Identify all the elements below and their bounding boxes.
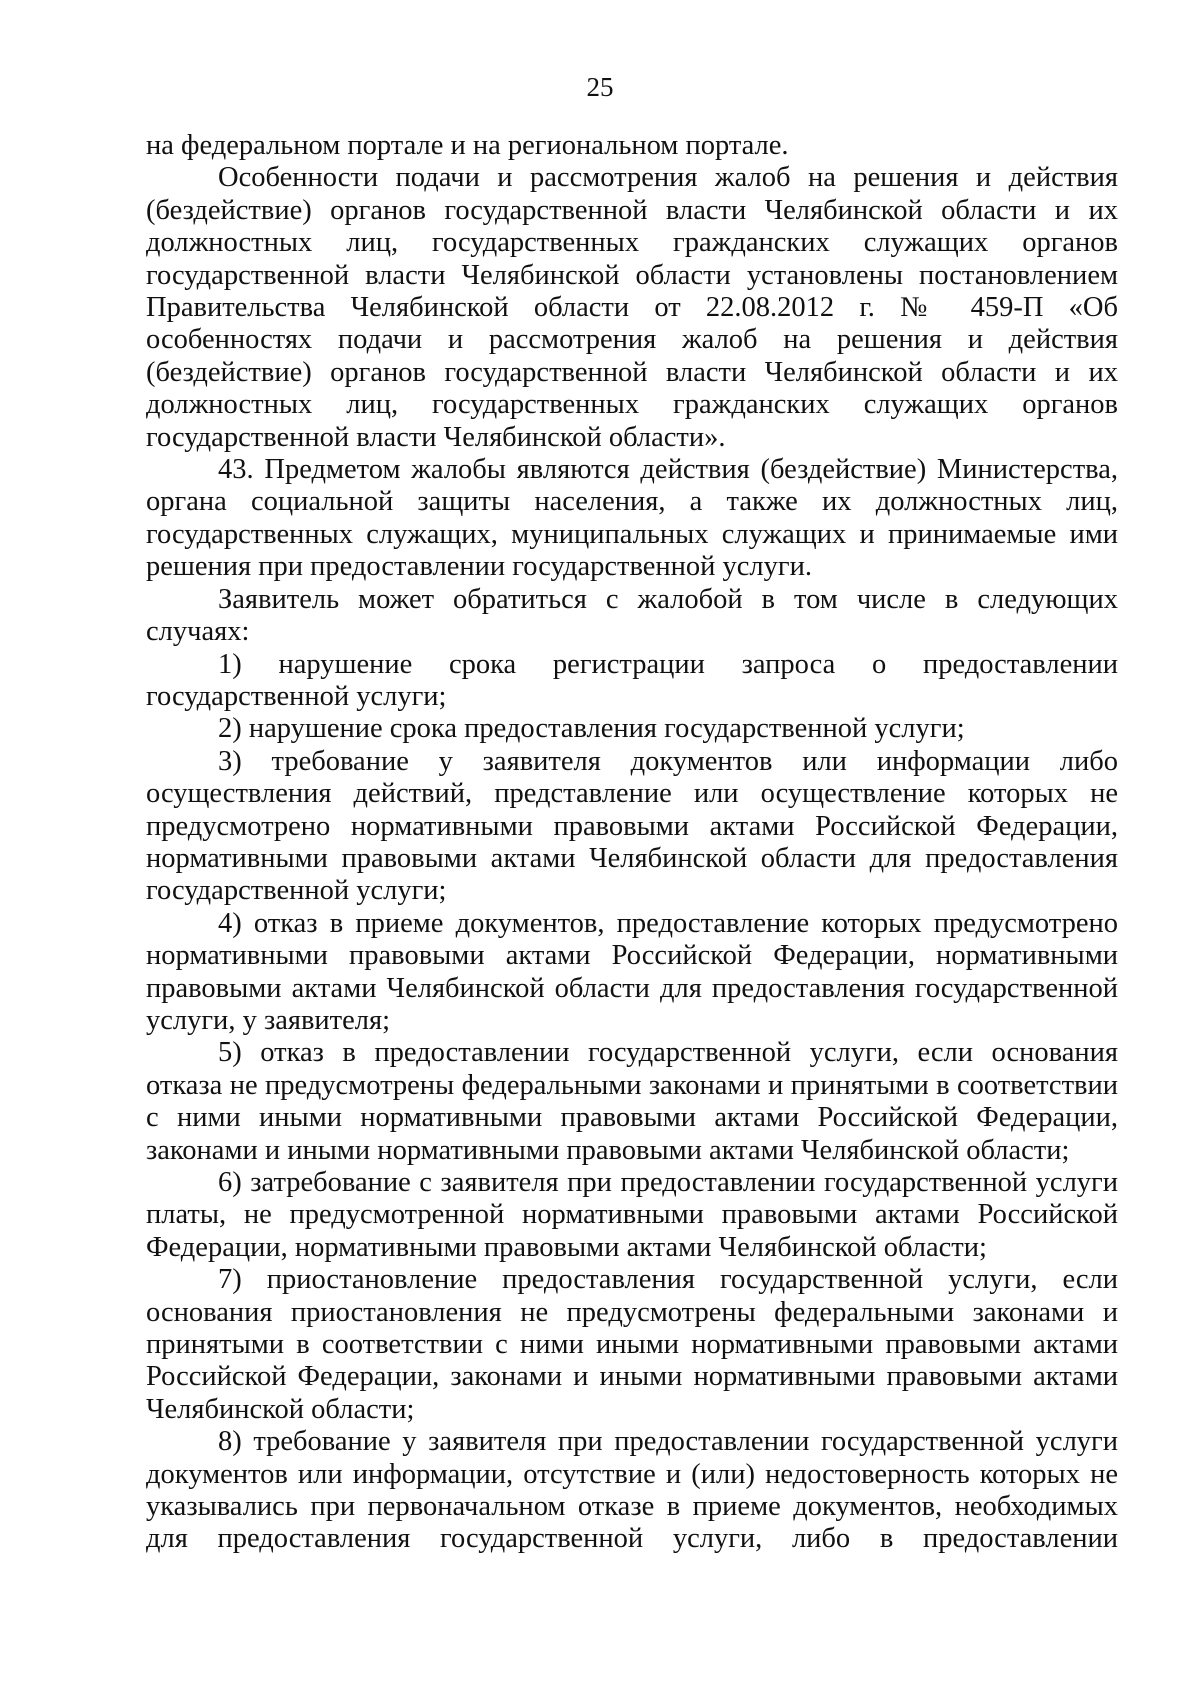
list-item-8: 8) требование у заявителя при предоставлении государственной услуги документов или информации, отсутствие и (или) недостоверность которых не указывались при первоначальном отказе в приеме документов, необходимых для предоставления государственной услуги, либо в предоставлении — [146, 1426, 1118, 1555]
paragraph-43-complaint-subject: 43. Предметом жалобы являются действия (бездействие) Министерства, органа социальной защиты населения, а также их должностных лиц, государственных служащих, муниципальных служащих и принимаемые ими решения при предоставлении государственной услуги. — [146, 454, 1118, 583]
page-number: 25 — [586, 72, 614, 102]
list-item-5: 5) отказ в предоставлении государственной услуги, если основания отказа не предусмотрены федеральными законами и принятыми в соответствии с ними иными нормативными правовыми актами Российской Федерации, законами и иными нормативными правовыми актами Челябинской области; — [146, 1037, 1118, 1166]
list-item-1: 1) нарушение срока регистрации запроса о предоставлении государственной услуги; — [146, 648, 1118, 712]
list-item-3: 3) требование у заявителя документов или информации либо осуществления действий, представление или осуществление которых не предусмотрено нормативными правовыми актами Российской Федерации, нормативными правовыми актами Челябинской области для предоставления государственной услуги; — [146, 745, 1118, 907]
list-item-4: 4) отказ в приеме документов, предоставление которых предусмотрено нормативными правовыми актами Российской Федерации, нормативными правовыми актами Челябинской области для предоставления государственной услуги, у заявителя; — [146, 907, 1118, 1036]
paragraph-continuation: на федеральном портале и на региональном портале. — [146, 130, 789, 161]
list-item-6: 6) затребование с заявителя при предоставлении государственной услуги платы, не предусмотренной нормативными правовыми актами Российской Федерации, нормативными правовыми актами Челябинской области; — [146, 1167, 1118, 1263]
document-body — [146, 130, 1118, 1556]
paragraph-complaint-features: Особенности подачи и рассмотрения жалоб на решения и действия (бездействие) органов государственной власти Челябинской области и их должностных лиц, государственных гражданских служащих органов государственной власти Челябинской области установлены постановлением Правительства Челябинской области от 22.08.2012 г. № 459-П «Об особенностях подачи и рассмотрения жалоб на решения и действия (бездействие) органов государственной власти Челябинской области и их должностных лиц, государственных гражданских служащих органов государственной власти Челябинской области». — [146, 162, 1118, 453]
list-item-2: 2) нарушение срока предоставления государственной услуги; — [218, 713, 965, 745]
paragraph-complaint-cases-intro: Заявитель может обратиться с жалобой в том числе в следующих случаях: — [146, 583, 1118, 648]
list-item-7: 7) приостановление предоставления государственной услуги, если основания приостановления не предусмотрены федеральными законами и принятыми в соответствии с ними иными нормативными правовыми актами Российской Федерации, законами и иными нормативными правовыми актами Челябинской области; — [146, 1264, 1118, 1425]
